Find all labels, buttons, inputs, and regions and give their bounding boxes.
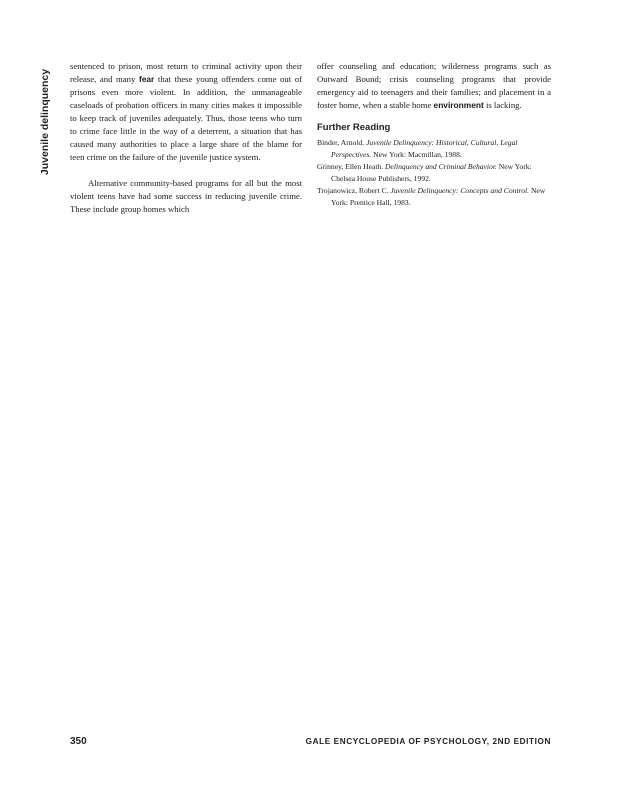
reference-author: Binder, Arnold. (317, 138, 367, 147)
text-run: that these young offenders come out of prisons even more violent. In addition, the unmanageable caseloads of probation officers in many cities makes it impossible to keep track of juveniles adequately. Thus, those teens who turn to crime face little in the way of a deterrent, a situation that has caused many authorities to place a large share of the blame for teen crime on the failure of the juvenile justice system. (70, 74, 302, 162)
keyword-fear[interactable]: fear (138, 74, 155, 84)
text-run: sentenced to prison, most return to criminal activity upon their release, and many (70, 61, 302, 84)
reference-publisher: New York: Macmillan, 1988. (371, 149, 462, 159)
reference-title: Delinquency and Criminal Behavior. (385, 162, 497, 171)
reference-item (317, 161, 551, 184)
text-run: is lacking. (483, 100, 522, 110)
text-run: offer counseling and education; wilderness programs such as Outward Bound; crisis counseling programs that provide emergency aid to teenagers and their families; and placement in a foster home, when a stable home (317, 61, 551, 110)
keyword-environment[interactable]: environment (433, 100, 484, 110)
page-footer (70, 736, 551, 750)
left-paragraph-2: Alternative community-based programs for all but the most violent teens have had some success in reducing juvenile crime. These include group homes which (70, 178, 302, 214)
reference-author: Grinney, Ellen Heath. (317, 162, 386, 171)
right-paragraph-1 (317, 60, 551, 112)
reference-publisher: New York: Chelsea House Publishers, 1992. (331, 162, 532, 183)
reference-item (317, 137, 551, 160)
running-head-text: Juvenile delinquency (39, 68, 51, 176)
running-head (38, 62, 52, 182)
right-column (317, 60, 551, 209)
left-paragraph-1 (70, 60, 302, 164)
reference-publisher: New York: Prentice Hall, 1983. (331, 186, 546, 207)
reference-title: Juvenile Delinquency: Historical, Cultural, Legal Perspectives. (331, 138, 518, 159)
left-column (70, 60, 302, 216)
page-number: 350 (70, 736, 87, 747)
publication-title: GALE ENCYCLOPEDIA OF PSYCHOLOGY, 2ND EDITION (305, 737, 551, 746)
reference-item (317, 185, 551, 208)
further-reading-heading: Further Reading (317, 122, 391, 133)
reference-title: Juvenile Delinquency: Concepts and Control. (390, 186, 530, 195)
reference-author: Trojanowicz, Robert C. (317, 186, 391, 195)
